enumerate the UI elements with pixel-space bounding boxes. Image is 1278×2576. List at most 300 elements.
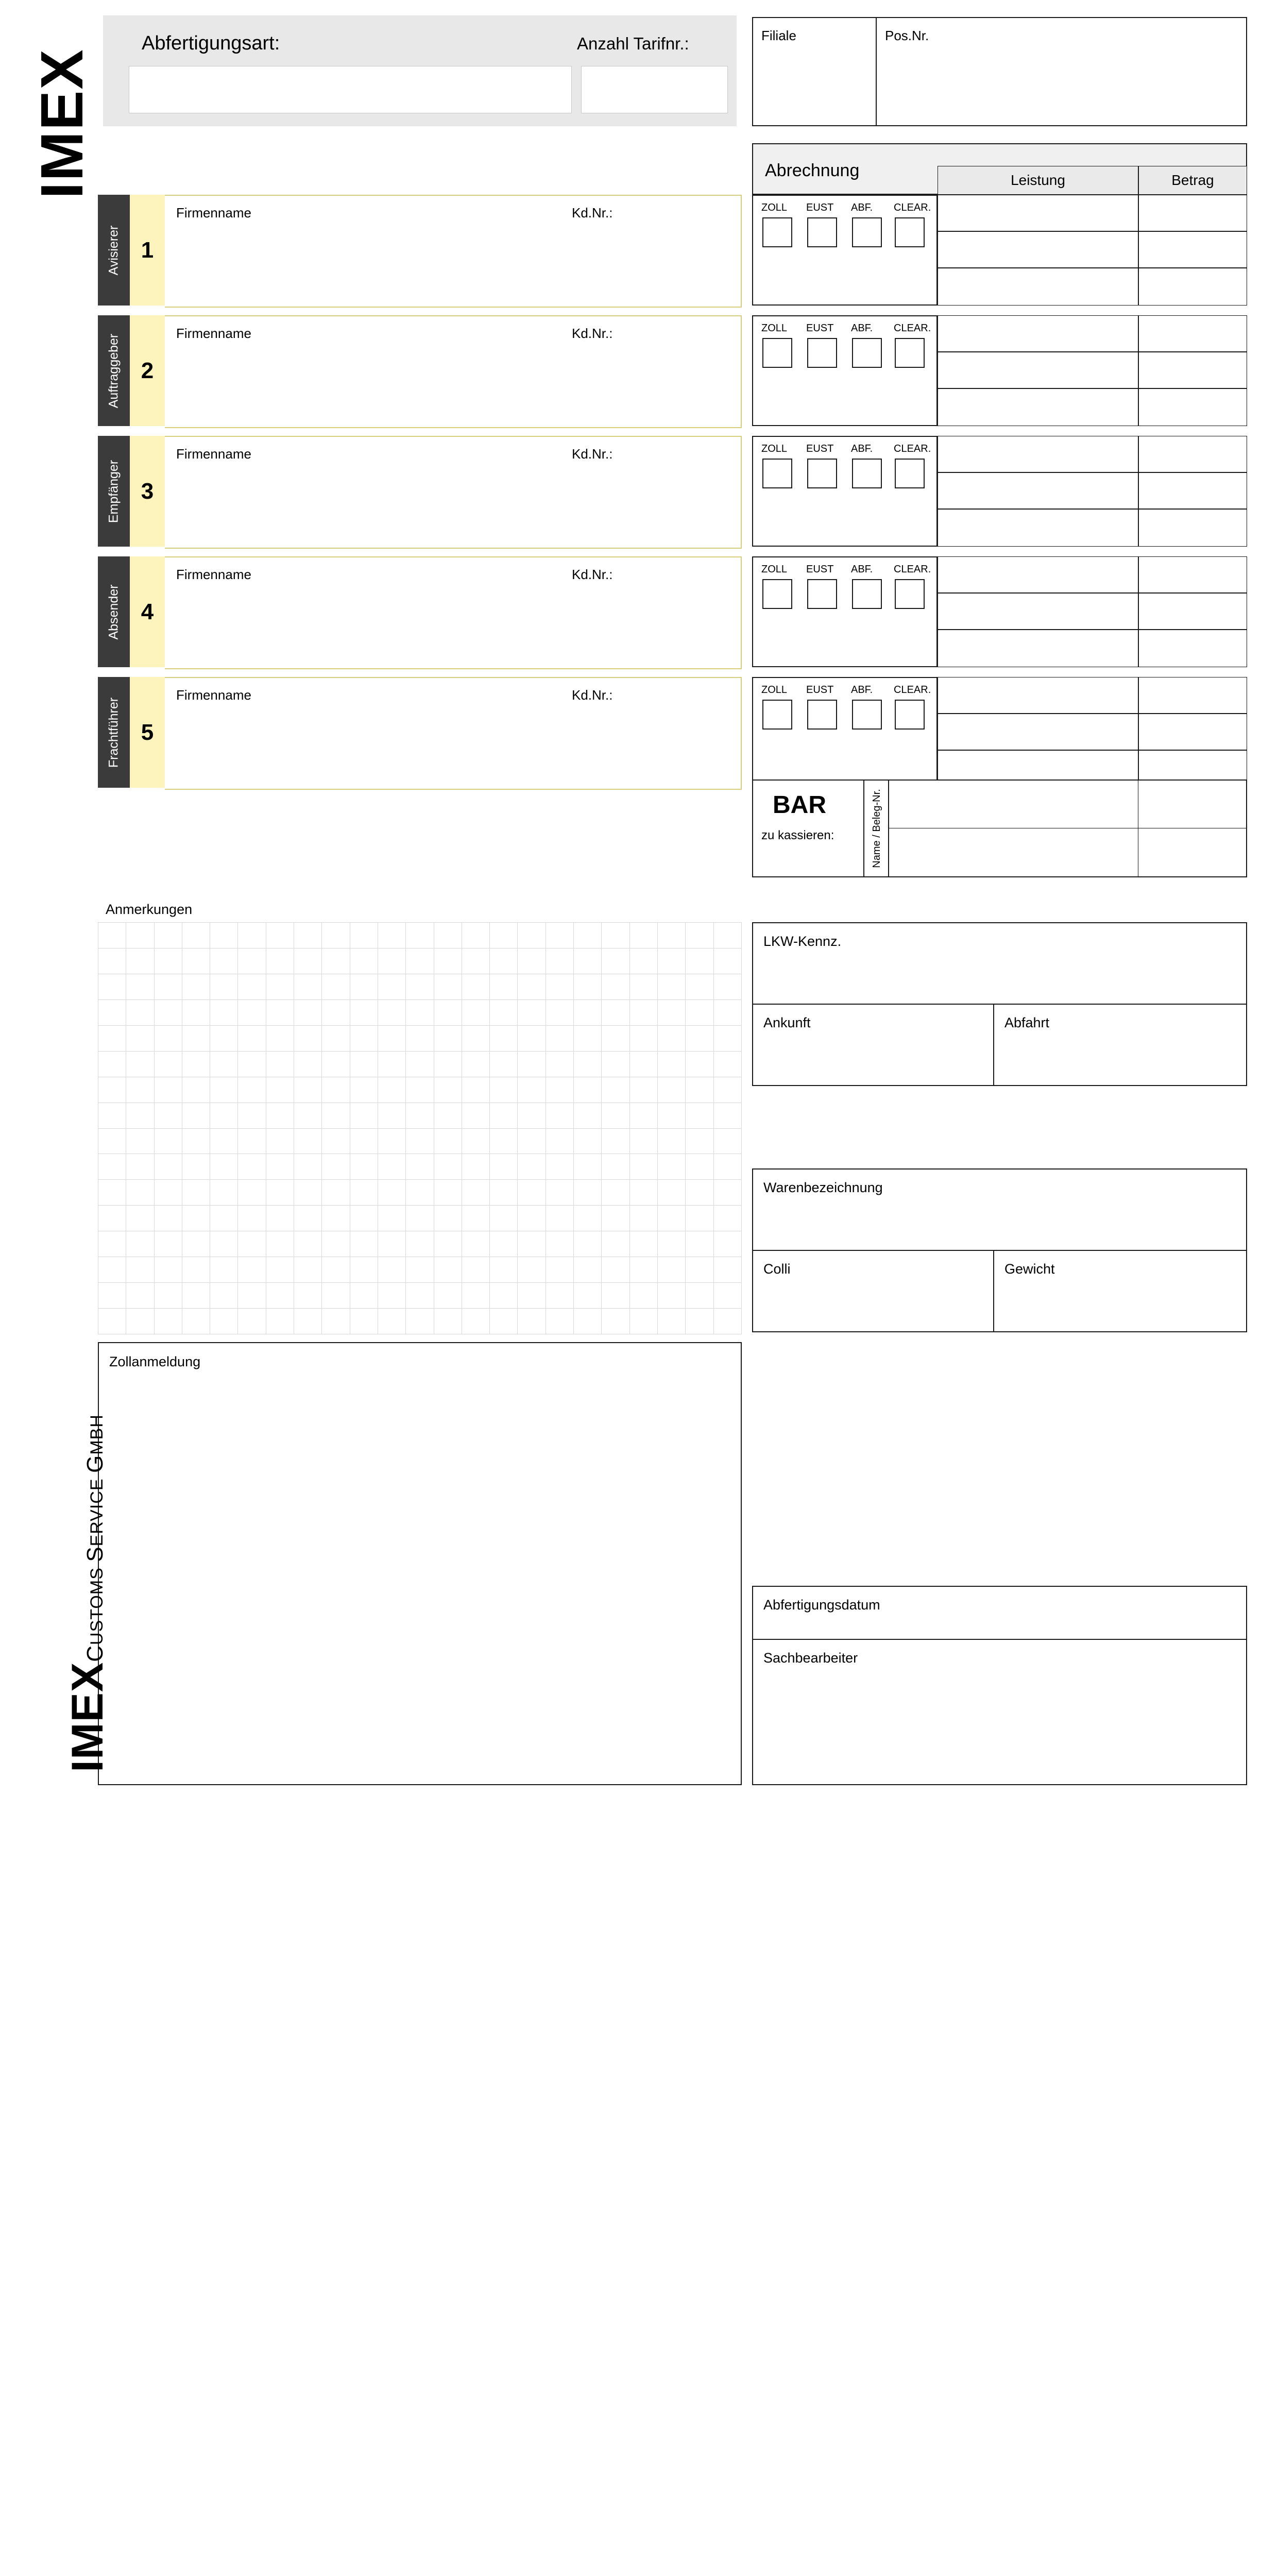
leistung-cell[interactable] <box>938 352 1138 388</box>
anmerkungen-cell[interactable] <box>574 999 602 1025</box>
anmerkungen-cell[interactable] <box>657 1025 685 1051</box>
anmerkungen-cell[interactable] <box>713 923 741 948</box>
anmerkungen-cell[interactable] <box>657 1231 685 1257</box>
anmerkungen-cell[interactable] <box>378 1180 405 1206</box>
anmerkungen-cell[interactable] <box>210 1051 238 1077</box>
anmerkungen-cell[interactable] <box>126 923 154 948</box>
anmerkungen-cell[interactable] <box>686 1077 713 1103</box>
leistung-cell[interactable] <box>938 509 1138 547</box>
anmerkungen-cell[interactable] <box>210 923 238 948</box>
anmerkungen-cell[interactable] <box>657 974 685 999</box>
anmerkungen-cell[interactable] <box>713 1128 741 1154</box>
anmerkungen-cell[interactable] <box>294 1309 322 1334</box>
anmerkungen-cell[interactable] <box>713 1206 741 1231</box>
anmerkungen-cell[interactable] <box>126 1051 154 1077</box>
anmerkungen-cell[interactable] <box>434 974 462 999</box>
anmerkungen-cell[interactable] <box>602 1154 629 1180</box>
anmerkungen-cell[interactable] <box>378 1257 405 1283</box>
anmerkungen-cell[interactable] <box>629 1231 657 1257</box>
anmerkungen-cell[interactable] <box>490 1257 518 1283</box>
anmerkungen-cell[interactable] <box>210 999 238 1025</box>
checkbox-zoll[interactable] <box>762 459 792 488</box>
anmerkungen-cell[interactable] <box>518 1180 546 1206</box>
anmerkungen-cell[interactable] <box>294 1231 322 1257</box>
betrag-cell[interactable] <box>1138 593 1247 630</box>
anmerkungen-cell[interactable] <box>294 923 322 948</box>
anmerkungen-cell[interactable] <box>378 1231 405 1257</box>
anmerkungen-cell[interactable] <box>602 1283 629 1309</box>
anmerkungen-cell[interactable] <box>266 1180 294 1206</box>
anmerkungen-cell[interactable] <box>406 948 434 974</box>
betrag-cell[interactable] <box>1138 268 1247 306</box>
anmerkungen-cell[interactable] <box>350 1180 378 1206</box>
anmerkungen-cell[interactable] <box>574 1206 602 1231</box>
anmerkungen-cell[interactable] <box>518 1257 546 1283</box>
anmerkungen-cell[interactable] <box>434 1025 462 1051</box>
anmerkungen-cell[interactable] <box>406 1077 434 1103</box>
anmerkungen-cell[interactable] <box>490 948 518 974</box>
anmerkungen-cell[interactable] <box>98 1231 126 1257</box>
anmerkungen-cell[interactable] <box>126 1206 154 1231</box>
anmerkungen-cell[interactable] <box>182 999 210 1025</box>
anmerkungen-cell[interactable] <box>602 999 629 1025</box>
anmerkungen-cell[interactable] <box>154 1077 182 1103</box>
anmerkungen-cell[interactable] <box>713 1025 741 1051</box>
leistung-cell[interactable] <box>938 714 1138 750</box>
anmerkungen-cell[interactable] <box>238 999 266 1025</box>
anmerkungen-cell[interactable] <box>294 974 322 999</box>
anmerkungen-cell[interactable] <box>629 1025 657 1051</box>
checkbox-eust[interactable] <box>807 700 837 730</box>
anmerkungen-cell[interactable] <box>462 948 489 974</box>
anmerkungen-cell[interactable] <box>518 1154 546 1180</box>
anmerkungen-cell[interactable] <box>713 1257 741 1283</box>
anmerkungen-cell[interactable] <box>602 1128 629 1154</box>
anmerkungen-cell[interactable] <box>210 1077 238 1103</box>
checkbox-zoll[interactable] <box>762 338 792 368</box>
anmerkungen-cell[interactable] <box>266 1128 294 1154</box>
anmerkungen-cell[interactable] <box>378 923 405 948</box>
anmerkungen-cell[interactable] <box>406 1128 434 1154</box>
anmerkungen-cell[interactable] <box>126 999 154 1025</box>
anmerkungen-cell[interactable] <box>657 1077 685 1103</box>
anmerkungen-cell[interactable] <box>182 1180 210 1206</box>
anmerkungen-cell[interactable] <box>462 999 489 1025</box>
anmerkungen-cell[interactable] <box>546 1128 573 1154</box>
checkbox-clear[interactable] <box>895 459 925 488</box>
anmerkungen-cell[interactable] <box>98 974 126 999</box>
anmerkungen-cell[interactable] <box>378 1103 405 1128</box>
anmerkungen-cell[interactable] <box>294 1206 322 1231</box>
anmerkungen-cell[interactable] <box>378 999 405 1025</box>
anmerkungen-cell[interactable] <box>434 1051 462 1077</box>
anmerkungen-cell[interactable] <box>238 974 266 999</box>
anmerkungen-cell[interactable] <box>238 1283 266 1309</box>
anmerkungen-cell[interactable] <box>602 1025 629 1051</box>
anmerkungen-cell[interactable] <box>406 1025 434 1051</box>
anmerkungen-cell[interactable] <box>98 1077 126 1103</box>
anmerkungen-cell[interactable] <box>546 1180 573 1206</box>
anmerkungen-cell[interactable] <box>657 948 685 974</box>
anmerkungen-cell[interactable] <box>434 1077 462 1103</box>
anmerkungen-cell[interactable] <box>713 948 741 974</box>
anmerkungen-cell[interactable] <box>518 999 546 1025</box>
anmerkungen-cell[interactable] <box>602 1309 629 1334</box>
anmerkungen-cell[interactable] <box>602 948 629 974</box>
anmerkungen-cell[interactable] <box>490 1283 518 1309</box>
anzahl-tarifnr-input[interactable] <box>581 66 728 113</box>
anmerkungen-cell[interactable] <box>126 1103 154 1128</box>
leistung-cell[interactable] <box>938 556 1138 593</box>
anmerkungen-cell[interactable] <box>546 1257 573 1283</box>
anmerkungen-cell[interactable] <box>629 999 657 1025</box>
anmerkungen-cell[interactable] <box>98 1180 126 1206</box>
anmerkungen-cell[interactable] <box>238 1077 266 1103</box>
anmerkungen-cell[interactable] <box>602 1103 629 1128</box>
anmerkungen-cell[interactable] <box>686 1257 713 1283</box>
anmerkungen-cell[interactable] <box>490 1180 518 1206</box>
anmerkungen-cell[interactable] <box>490 974 518 999</box>
anmerkungen-cell[interactable] <box>210 1154 238 1180</box>
anmerkungen-cell[interactable] <box>98 999 126 1025</box>
checkbox-eust[interactable] <box>807 338 837 368</box>
anmerkungen-cell[interactable] <box>210 974 238 999</box>
checkbox-abf[interactable] <box>852 459 882 488</box>
betrag-cell[interactable] <box>1138 677 1247 714</box>
anmerkungen-cell[interactable] <box>182 1206 210 1231</box>
anmerkungen-cell[interactable] <box>266 1051 294 1077</box>
anmerkungen-cell[interactable] <box>210 1206 238 1231</box>
checkbox-zoll[interactable] <box>762 217 792 247</box>
anmerkungen-cell[interactable] <box>657 1128 685 1154</box>
anmerkungen-cell[interactable] <box>490 1051 518 1077</box>
anmerkungen-cell[interactable] <box>574 1231 602 1257</box>
anmerkungen-cell[interactable] <box>98 1206 126 1231</box>
anmerkungen-cell[interactable] <box>182 1309 210 1334</box>
anmerkungen-cell[interactable] <box>350 1103 378 1128</box>
anmerkungen-cell[interactable] <box>98 1025 126 1051</box>
anmerkungen-cell[interactable] <box>546 1051 573 1077</box>
anmerkungen-cell[interactable] <box>322 1180 350 1206</box>
anmerkungen-cell[interactable] <box>434 1103 462 1128</box>
betrag-cell[interactable] <box>1138 630 1247 667</box>
anmerkungen-cell[interactable] <box>462 1154 489 1180</box>
checkbox-clear[interactable] <box>895 217 925 247</box>
anmerkungen-cell[interactable] <box>657 1309 685 1334</box>
anmerkungen-cell[interactable] <box>546 1154 573 1180</box>
anmerkungen-cell[interactable] <box>434 1154 462 1180</box>
anmerkungen-cell[interactable] <box>657 1051 685 1077</box>
betrag-cell[interactable] <box>1138 436 1247 472</box>
anmerkungen-cell[interactable] <box>434 999 462 1025</box>
anmerkungen-cell[interactable] <box>350 1154 378 1180</box>
anmerkungen-cell[interactable] <box>518 948 546 974</box>
anmerkungen-cell[interactable] <box>574 1077 602 1103</box>
anmerkungen-cell[interactable] <box>154 948 182 974</box>
anmerkungen-cell[interactable] <box>657 999 685 1025</box>
anmerkungen-cell[interactable] <box>210 1128 238 1154</box>
anmerkungen-cell[interactable] <box>518 1025 546 1051</box>
abfertigungsart-input[interactable] <box>129 66 572 113</box>
anmerkungen-cell[interactable] <box>154 974 182 999</box>
leistung-cell[interactable] <box>938 231 1138 268</box>
bar-value-cell-2[interactable] <box>889 828 1138 876</box>
anmerkungen-cell[interactable] <box>154 1257 182 1283</box>
leistung-cell[interactable] <box>938 677 1138 714</box>
anmerkungen-cell[interactable] <box>629 1128 657 1154</box>
anmerkungen-cell[interactable] <box>602 1077 629 1103</box>
anmerkungen-cell[interactable] <box>602 1257 629 1283</box>
anmerkungen-cell[interactable] <box>294 1077 322 1103</box>
bar-betrag-cell-2[interactable] <box>1138 828 1247 876</box>
anmerkungen-cell[interactable] <box>686 1283 713 1309</box>
checkbox-eust[interactable] <box>807 459 837 488</box>
checkbox-eust[interactable] <box>807 579 837 609</box>
anmerkungen-cell[interactable] <box>378 948 405 974</box>
anmerkungen-cell[interactable] <box>182 1154 210 1180</box>
anmerkungen-cell[interactable] <box>713 974 741 999</box>
anmerkungen-cell[interactable] <box>518 1103 546 1128</box>
anmerkungen-cell[interactable] <box>657 1283 685 1309</box>
anmerkungen-cell[interactable] <box>126 1283 154 1309</box>
anmerkungen-cell[interactable] <box>574 1128 602 1154</box>
anmerkungen-cell[interactable] <box>686 974 713 999</box>
anmerkungen-cell[interactable] <box>629 1206 657 1231</box>
anmerkungen-cell[interactable] <box>266 1257 294 1283</box>
anmerkungen-cell[interactable] <box>462 1206 489 1231</box>
anmerkungen-cell[interactable] <box>713 1154 741 1180</box>
anmerkungen-cell[interactable] <box>490 1154 518 1180</box>
anmerkungen-cell[interactable] <box>574 1180 602 1206</box>
anmerkungen-cell[interactable] <box>574 1154 602 1180</box>
anmerkungen-cell[interactable] <box>98 1103 126 1128</box>
anmerkungen-cell[interactable] <box>154 1231 182 1257</box>
anmerkungen-cell[interactable] <box>713 1077 741 1103</box>
anmerkungen-cell[interactable] <box>210 948 238 974</box>
anmerkungen-cell[interactable] <box>462 1103 489 1128</box>
anmerkungen-cell[interactable] <box>602 1180 629 1206</box>
anmerkungen-cell[interactable] <box>434 1257 462 1283</box>
anmerkungen-cell[interactable] <box>322 1231 350 1257</box>
anmerkungen-cell[interactable] <box>266 1025 294 1051</box>
anmerkungen-cell[interactable] <box>266 1283 294 1309</box>
anmerkungen-cell[interactable] <box>378 1077 405 1103</box>
anmerkungen-cell[interactable] <box>182 1103 210 1128</box>
anmerkungen-cell[interactable] <box>210 1309 238 1334</box>
anmerkungen-cell[interactable] <box>518 974 546 999</box>
anmerkungen-cell[interactable] <box>350 974 378 999</box>
anmerkungen-cell[interactable] <box>378 1128 405 1154</box>
anmerkungen-cell[interactable] <box>294 1103 322 1128</box>
anmerkungen-cell[interactable] <box>182 1283 210 1309</box>
anmerkungen-cell[interactable] <box>266 1231 294 1257</box>
anmerkungen-cell[interactable] <box>322 1257 350 1283</box>
anmerkungen-cell[interactable] <box>238 1180 266 1206</box>
anmerkungen-cell[interactable] <box>182 1128 210 1154</box>
anmerkungen-cell[interactable] <box>434 923 462 948</box>
betrag-cell[interactable] <box>1138 509 1247 547</box>
anmerkungen-cell[interactable] <box>350 923 378 948</box>
anmerkungen-cell[interactable] <box>518 1051 546 1077</box>
anmerkungen-cell[interactable] <box>126 1231 154 1257</box>
anmerkungen-cell[interactable] <box>657 1206 685 1231</box>
zollanmeldung-field[interactable] <box>98 1342 742 1785</box>
anmerkungen-cell[interactable] <box>154 1025 182 1051</box>
anmerkungen-cell[interactable] <box>322 999 350 1025</box>
anmerkungen-cell[interactable] <box>629 1309 657 1334</box>
checkbox-clear[interactable] <box>895 579 925 609</box>
anmerkungen-cell[interactable] <box>210 1283 238 1309</box>
anmerkungen-cell[interactable] <box>518 1309 546 1334</box>
anmerkungen-cell[interactable] <box>238 1231 266 1257</box>
anmerkungen-cell[interactable] <box>406 999 434 1025</box>
anmerkungen-cell[interactable] <box>574 1309 602 1334</box>
anmerkungen-cell[interactable] <box>322 1283 350 1309</box>
anmerkungen-cell[interactable] <box>546 999 573 1025</box>
anmerkungen-cell[interactable] <box>98 1283 126 1309</box>
anmerkungen-cell[interactable] <box>322 1309 350 1334</box>
anmerkungen-cell[interactable] <box>350 948 378 974</box>
anmerkungen-cell[interactable] <box>406 1309 434 1334</box>
anmerkungen-cell[interactable] <box>462 974 489 999</box>
anmerkungen-cell[interactable] <box>462 1231 489 1257</box>
anmerkungen-cell[interactable] <box>322 1154 350 1180</box>
anmerkungen-cell[interactable] <box>574 923 602 948</box>
anmerkungen-cell[interactable] <box>154 1051 182 1077</box>
anmerkungen-cell[interactable] <box>238 1025 266 1051</box>
anmerkungen-cell[interactable] <box>518 1206 546 1231</box>
party-input-area[interactable] <box>165 556 742 669</box>
anmerkungen-cell[interactable] <box>294 1283 322 1309</box>
anmerkungen-cell[interactable] <box>378 1051 405 1077</box>
betrag-cell[interactable] <box>1138 388 1247 426</box>
anmerkungen-cell[interactable] <box>350 1283 378 1309</box>
anmerkungen-cell[interactable] <box>629 974 657 999</box>
anmerkungen-cell[interactable] <box>154 1309 182 1334</box>
anmerkungen-cell[interactable] <box>602 974 629 999</box>
anmerkungen-cell[interactable] <box>350 1128 378 1154</box>
betrag-cell[interactable] <box>1138 231 1247 268</box>
anmerkungen-cell[interactable] <box>518 923 546 948</box>
anmerkungen-cell[interactable] <box>350 1206 378 1231</box>
anmerkungen-cell[interactable] <box>126 1257 154 1283</box>
anmerkungen-cell[interactable] <box>98 1154 126 1180</box>
anmerkungen-cell[interactable] <box>546 1103 573 1128</box>
anmerkungen-cell[interactable] <box>713 1180 741 1206</box>
anmerkungen-cell[interactable] <box>657 1257 685 1283</box>
anmerkungen-cell[interactable] <box>518 1283 546 1309</box>
anmerkungen-cell[interactable] <box>322 1128 350 1154</box>
anmerkungen-cell[interactable] <box>350 1025 378 1051</box>
anmerkungen-cell[interactable] <box>266 948 294 974</box>
leistung-cell[interactable] <box>938 268 1138 306</box>
checkbox-abf[interactable] <box>852 700 882 730</box>
anmerkungen-cell[interactable] <box>490 1025 518 1051</box>
anmerkungen-cell[interactable] <box>686 1025 713 1051</box>
anmerkungen-cell[interactable] <box>266 1206 294 1231</box>
anmerkungen-cell[interactable] <box>434 948 462 974</box>
anmerkungen-cell[interactable] <box>490 1206 518 1231</box>
anmerkungen-cell[interactable] <box>434 1231 462 1257</box>
anmerkungen-cell[interactable] <box>350 1077 378 1103</box>
anmerkungen-cell[interactable] <box>266 923 294 948</box>
anmerkungen-cell[interactable] <box>462 1077 489 1103</box>
anmerkungen-cell[interactable] <box>602 1206 629 1231</box>
anmerkungen-cell[interactable] <box>686 923 713 948</box>
checkbox-clear[interactable] <box>895 700 925 730</box>
anmerkungen-cell[interactable] <box>266 999 294 1025</box>
anmerkungen-cell[interactable] <box>462 923 489 948</box>
anmerkungen-cell[interactable] <box>266 1103 294 1128</box>
anmerkungen-cell[interactable] <box>686 1180 713 1206</box>
anmerkungen-cell[interactable] <box>266 974 294 999</box>
anmerkungen-cell[interactable] <box>629 1154 657 1180</box>
betrag-cell[interactable] <box>1138 556 1247 593</box>
bar-betrag-cell-1[interactable] <box>1138 781 1247 828</box>
anmerkungen-cell[interactable] <box>629 1077 657 1103</box>
anmerkungen-cell[interactable] <box>462 1257 489 1283</box>
anmerkungen-cell[interactable] <box>490 1231 518 1257</box>
anmerkungen-cell[interactable] <box>98 1051 126 1077</box>
anmerkungen-cell[interactable] <box>238 1051 266 1077</box>
anmerkungen-cell[interactable] <box>210 1180 238 1206</box>
anmerkungen-cell[interactable] <box>462 1025 489 1051</box>
anmerkungen-cell[interactable] <box>462 1128 489 1154</box>
anmerkungen-cell[interactable] <box>210 1231 238 1257</box>
anmerkungen-cell[interactable] <box>210 1103 238 1128</box>
leistung-cell[interactable] <box>938 630 1138 667</box>
anmerkungen-cell[interactable] <box>574 1257 602 1283</box>
anmerkungen-cell[interactable] <box>98 1309 126 1334</box>
anmerkungen-cell[interactable] <box>490 1128 518 1154</box>
betrag-cell[interactable] <box>1138 472 1247 509</box>
checkbox-abf[interactable] <box>852 579 882 609</box>
anmerkungen-cell[interactable] <box>182 1051 210 1077</box>
leistung-cell[interactable] <box>938 388 1138 426</box>
anmerkungen-cell[interactable] <box>238 1154 266 1180</box>
anmerkungen-cell[interactable] <box>154 1154 182 1180</box>
anmerkungen-cell[interactable] <box>322 974 350 999</box>
leistung-cell[interactable] <box>938 195 1138 231</box>
anmerkungen-cell[interactable] <box>154 1283 182 1309</box>
anmerkungen-cell[interactable] <box>546 1283 573 1309</box>
anmerkungen-cell[interactable] <box>378 1206 405 1231</box>
anmerkungen-cell[interactable] <box>322 1103 350 1128</box>
anmerkungen-cell[interactable] <box>406 1154 434 1180</box>
anmerkungen-cell[interactable] <box>182 974 210 999</box>
party-input-area[interactable] <box>165 436 742 549</box>
anmerkungen-cell[interactable] <box>294 1128 322 1154</box>
anmerkungen-cell[interactable] <box>629 923 657 948</box>
anmerkungen-cell[interactable] <box>126 1154 154 1180</box>
anmerkungen-cell[interactable] <box>713 1051 741 1077</box>
leistung-cell[interactable] <box>938 436 1138 472</box>
anmerkungen-cell[interactable] <box>546 974 573 999</box>
betrag-cell[interactable] <box>1138 195 1247 231</box>
anmerkungen-cell[interactable] <box>434 1283 462 1309</box>
anmerkungen-cell[interactable] <box>126 1309 154 1334</box>
anmerkungen-cell[interactable] <box>518 1231 546 1257</box>
party-input-area[interactable] <box>165 677 742 790</box>
anmerkungen-cell[interactable] <box>686 1309 713 1334</box>
anmerkungen-cell[interactable] <box>294 1051 322 1077</box>
anmerkungen-cell[interactable] <box>182 923 210 948</box>
anmerkungen-cell[interactable] <box>434 1128 462 1154</box>
anmerkungen-cell[interactable] <box>713 1309 741 1334</box>
anmerkungen-cell[interactable] <box>126 1025 154 1051</box>
anmerkungen-cell[interactable] <box>546 1231 573 1257</box>
anmerkungen-cell[interactable] <box>294 1025 322 1051</box>
